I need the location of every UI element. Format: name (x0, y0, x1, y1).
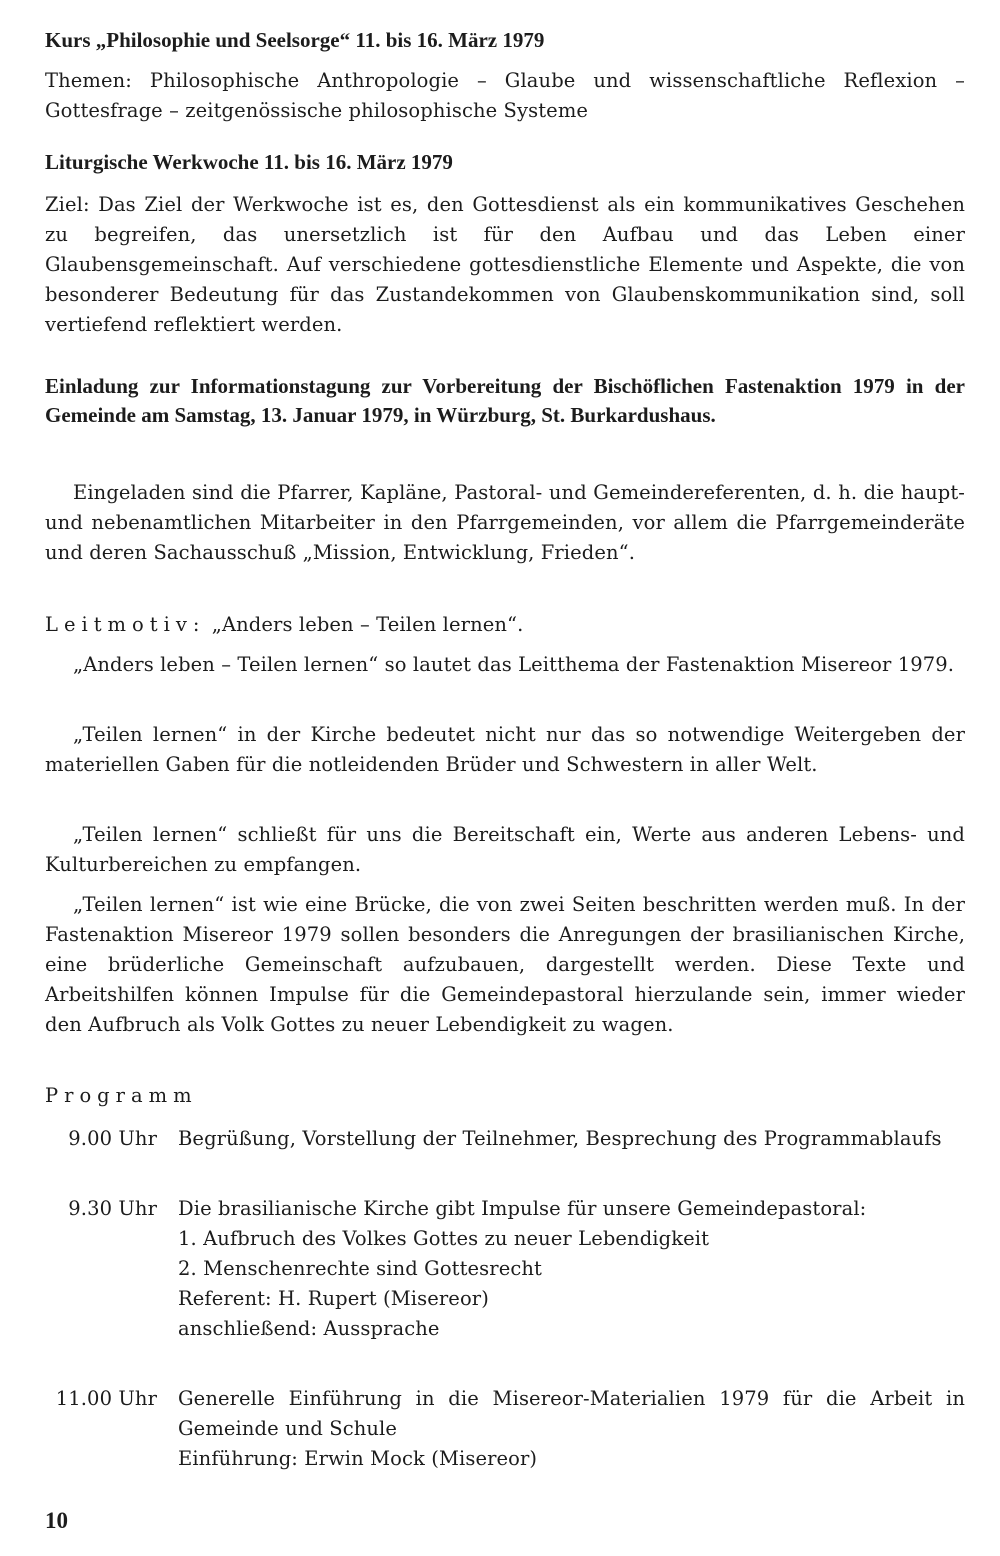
kurs-heading: Kurs „Philosophie und Seelsorge“ 11. bis 16. März 1979 (45, 28, 545, 52)
leitthema-paragraph: „Anders leben – Teilen lernen“ so lautet das Leitthema der Fastenaktion Misereor 1979. (73, 653, 955, 676)
programm-description (178, 1124, 965, 1154)
programm-time: 9.00 Uhr (68, 1127, 157, 1150)
programm-description (178, 1384, 965, 1474)
teilen-kirche-paragraph: „Teilen lernen“ in der Kirche bedeutet nicht nur das so notwendige Weitergeben der materiellen Gaben für die notleidenden Brüder und Schwestern in aller Welt. (45, 723, 965, 776)
leitmotiv-label: Leitmotiv: (45, 613, 206, 636)
programm-line: Begrüßung, Vorstellung der Teilnehmer, Besprechung des Programmablaufs (178, 1127, 942, 1150)
leitmotiv-text: „Anders leben – Teilen lernen“. (211, 613, 524, 636)
programm-line: Einführung: Erwin Mock (Misereor) (178, 1447, 538, 1470)
programm-line: Generelle Einführung in die Misereor-Materialien 1979 für die Arbeit in Gemeinde und Schule (178, 1387, 965, 1440)
einladung-heading: Einladung zur Informationstagung zur Vorbereitung der Bischöflichen Fastenaktion 1979 in der Gemeinde am Samstag, 13. Januar 1979, in Würzburg, St. Burkardushaus. (45, 374, 965, 427)
programm-line: Die brasilianische Kirche gibt Impulse für unsere Gemeindepastoral: (178, 1197, 867, 1220)
einladung-paragraph: Eingeladen sind die Pfarrer, Kapläne, Pastoral- und Gemeindereferenten, d. h. die haupt- und nebenamtlichen Mitarbeiter in den Pfarrgemeinden, vor allem die Pfarrgemeinderäte und deren Sachausschuß „Mission, Entwicklung, Frieden“. (45, 481, 965, 564)
werkwoche-text: Ziel: Das Ziel der Werkwoche ist es, den Gottesdienst als ein kommunikatives Geschehen zu begreifen, das unersetzlich ist für den Aufbau und das Leben einer Glaubensgemeinschaft. Auf verschiedene gottesdienstliche Elemente und Aspekte, die von besonderer Bedeutung für das Zustandekommen von Glaubenskommunikation sind, soll vertiefend reflektiert werden. (45, 193, 965, 336)
programm-line: Referent: H. Rupert (Misereor) (178, 1287, 489, 1310)
programm-time: 9.30 Uhr (68, 1197, 157, 1220)
programm-line: anschließend: Aussprache (178, 1317, 440, 1340)
programm-line: 2. Menschenrechte sind Gottesrecht (178, 1257, 542, 1280)
programm-heading: Programm (45, 1084, 198, 1107)
programm-description (178, 1194, 965, 1344)
leitmotiv-line (45, 610, 965, 640)
kurs-topics: Themen: Philosophische Anthropologie – Glaube und wissenschaftliche Reflexion – Gottesfrage – zeitgenössische philosophische Systeme (45, 69, 965, 122)
werkwoche-heading: Liturgische Werkwoche 11. bis 16. März 1979 (45, 150, 453, 174)
teilen-bereitschaft-paragraph: „Teilen lernen“ schließt für uns die Bereitschaft ein, Werte aus anderen Lebens- und Kulturbereichen zu empfangen. (45, 823, 965, 876)
programm-time: 11.00 Uhr (55, 1387, 157, 1410)
programm-line: 1. Aufbruch des Volkes Gottes zu neuer Lebendigkeit (178, 1227, 710, 1250)
teilen-bruecke-paragraph: „Teilen lernen“ ist wie eine Brücke, die von zwei Seiten beschritten werden muß. In der Fastenaktion Misereor 1979 sollen besonders die Anregungen der brasilianischen Kirche, eine brüderliche Gemeinschaft aufzubauen, dargestellt werden. Diese Texte und Arbeitshilfen können Impulse für die Gemeindepastoral hierzulande sein, immer wieder den Aufbruch als Volk Gottes zu neuer Lebendigkeit zu wagen. (45, 893, 965, 1036)
page-number: 10 (45, 1508, 68, 1533)
